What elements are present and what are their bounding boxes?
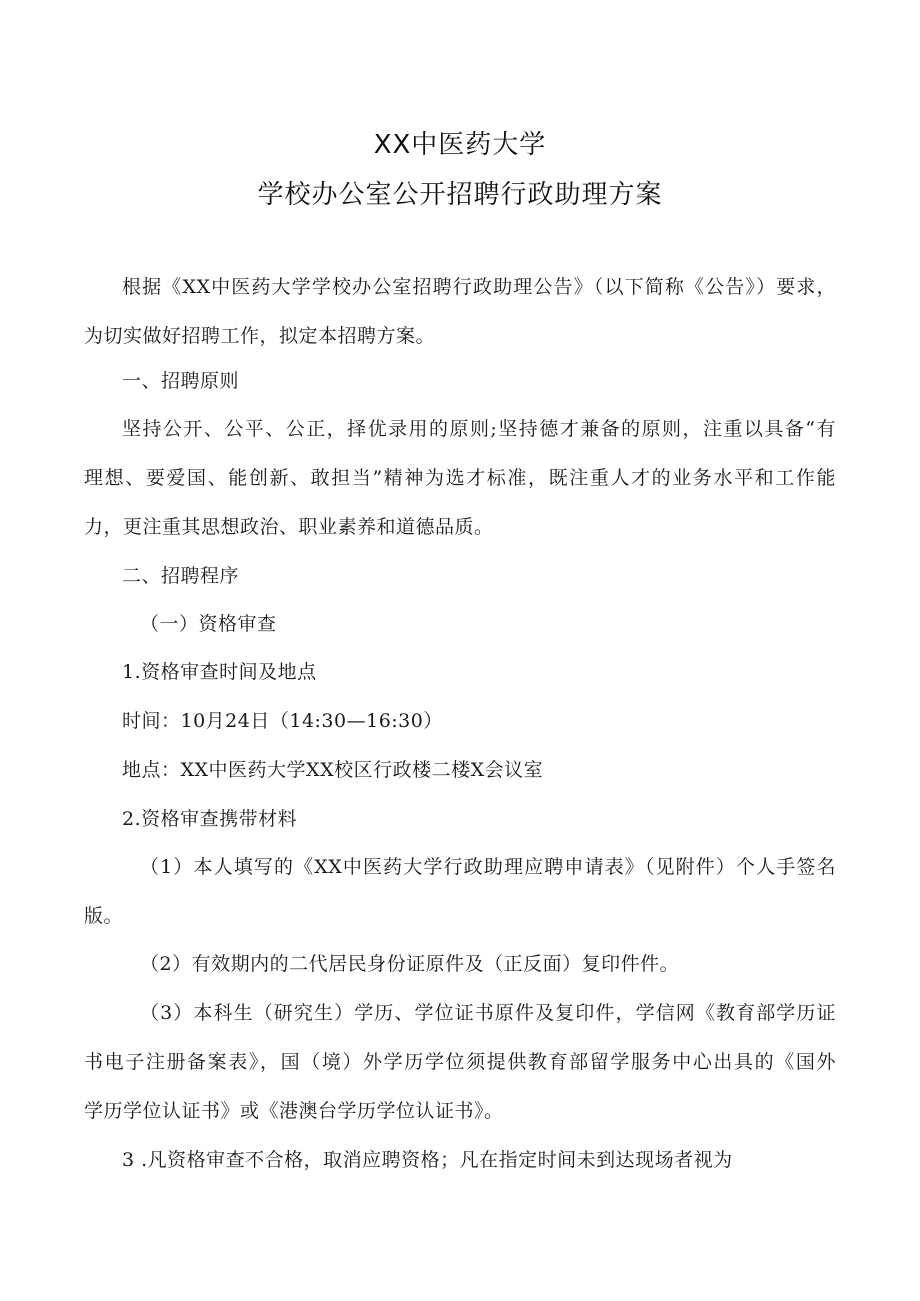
review-time: 时间：10月24日（14:30—16:30）	[122, 710, 443, 732]
principles-line-2: 理想、要爱国、能创新、敢担当”精神为选才标准，既注重人才的业务水平和工作能	[84, 467, 836, 489]
intro-line-1: 根据《XX中医药大学学校办公室招聘行政助理公告》（以下简称《公告》）要求，	[122, 276, 836, 298]
principles-line-1: 坚持公开、公平、公正，择优录用的原则;坚持德才兼备的原则，注重以具备“有	[122, 418, 836, 440]
intro-paragraph	[84, 263, 836, 361]
item-heading-time-place: 1.资格审查时间及地点	[122, 661, 317, 683]
item-3-qualification-failure: 3 .凡资格审查不合格，取消应聘资格；凡在指定时间未到达现场者视为	[122, 1149, 733, 1171]
material-1-line-2: 版。	[84, 905, 124, 927]
material-1-line-1: （1）本人填写的《XX中医药大学行政助理应聘申请表》（见附件）个人手签名	[140, 856, 836, 878]
subsection-heading-qualification: （一）资格审查	[140, 613, 277, 635]
intro-line-2: 为切实做好招聘工作，拟定本招聘方案。	[84, 325, 436, 347]
principles-line-3: 力，更注重其思想政治、职业素养和道德品质。	[84, 516, 494, 538]
document-title-plan: 学校办公室公开招聘行政助理方案	[257, 180, 663, 210]
section-heading-principles: 一、招聘原则	[122, 370, 240, 392]
material-2: （2）有效期内的二代居民身份证原件及（正反面）复印件件。	[140, 953, 680, 975]
material-3-line-3: 学历学位认证书》或《港澳台学历学位认证书》。	[84, 1100, 504, 1122]
item-heading-materials: 2.资格审查携带材料	[122, 808, 298, 830]
material-1-paragraph	[84, 843, 836, 941]
material-3-line-1: （3）本科生（研究生）学历、学位证书原件及复印件，学信网《教育部学历证	[140, 1002, 836, 1024]
document-title-university: XX中医药大学	[373, 130, 547, 160]
principles-paragraph	[84, 405, 836, 552]
section-heading-procedure: 二、招聘程序	[122, 565, 240, 587]
material-3-paragraph	[84, 989, 836, 1136]
material-3-line-2: 书电子注册备案表》，国（境）外学历学位须提供教育部留学服务中心出具的《国外	[84, 1051, 836, 1073]
review-place: 地点：XX中医药大学XX校区行政楼二楼X会议室	[122, 759, 544, 781]
